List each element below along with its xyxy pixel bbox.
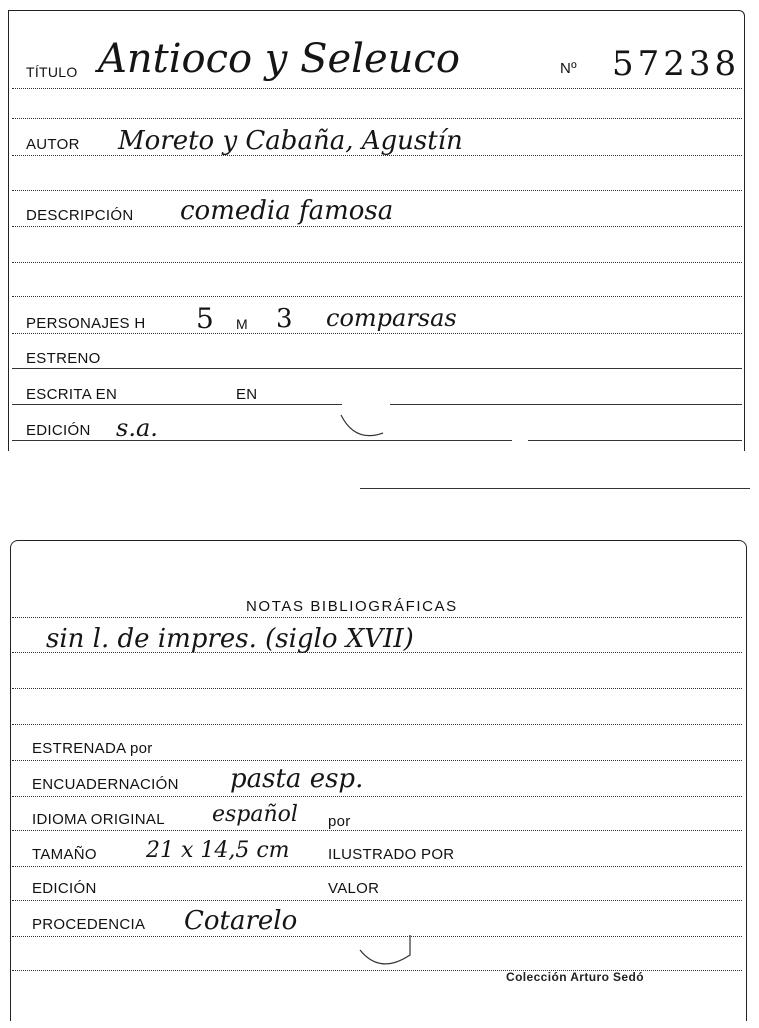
estreno-label: ESTRENO xyxy=(26,350,101,367)
idioma-value: español xyxy=(212,802,298,827)
titulo-value: Antioco y Seleuco xyxy=(98,36,460,82)
rule-line xyxy=(12,226,742,227)
personajes-h-value: 5 xyxy=(196,302,214,335)
rule-line xyxy=(12,830,742,831)
rule-line xyxy=(12,333,742,334)
rule-line xyxy=(12,190,742,191)
rule-line xyxy=(12,617,742,618)
notas-value: sin l. de impres. (siglo XVII) xyxy=(46,624,414,654)
rule-line xyxy=(360,488,750,489)
rule-line xyxy=(528,440,742,441)
notas-title: NOTAS BIBLIOGRÁFICAS xyxy=(246,598,458,615)
rule-line xyxy=(12,262,742,263)
estrenada-label: ESTRENADA por xyxy=(32,740,153,757)
rule-line xyxy=(12,88,742,89)
escrita-label: ESCRITA EN xyxy=(26,386,118,403)
tamano-value: 21 x 14,5 cm xyxy=(146,838,290,863)
number-value: 57238 xyxy=(612,44,741,84)
idioma-por-label: por xyxy=(328,813,351,830)
rule-line xyxy=(12,440,512,441)
rule-line xyxy=(12,796,742,797)
rule-line xyxy=(12,296,742,297)
descripcion-value: comedia famosa xyxy=(180,196,394,226)
titulo-label: TÍTULO xyxy=(26,64,78,80)
rule-line xyxy=(12,866,742,867)
descripcion-label: DESCRIPCIÓN xyxy=(26,207,134,224)
number-label: Nº xyxy=(560,60,577,77)
punch-hole-mark xyxy=(335,395,395,445)
escrita-en-label: EN xyxy=(236,386,258,403)
rule-line xyxy=(12,688,742,689)
valor-label: VALOR xyxy=(328,880,380,897)
rule-line xyxy=(12,404,342,405)
collection-credit: Colección Arturo Sedó xyxy=(506,970,644,984)
tamano-label: TAMAÑO xyxy=(32,846,97,863)
rule-line xyxy=(12,724,742,725)
encuadernacion-label: ENCUADERNACIÓN xyxy=(32,776,179,793)
edicion-label: EDICIÓN xyxy=(26,422,91,439)
punch-hole-mark xyxy=(350,925,420,975)
procedencia-label: PROCEDENCIA xyxy=(32,916,146,933)
rule-line xyxy=(12,368,742,369)
rule-line xyxy=(12,760,742,761)
encuadernacion-value: pasta esp. xyxy=(230,764,364,794)
edicion-bottom-label: EDICIÓN xyxy=(32,880,97,897)
personajes-label: PERSONAJES H xyxy=(26,315,146,332)
personajes-extra: comparsas xyxy=(326,304,457,332)
autor-label: AUTOR xyxy=(26,136,80,153)
procedencia-value: Cotarelo xyxy=(184,906,298,936)
ilustrado-label: ILUSTRADO POR xyxy=(328,846,455,863)
personajes-m-label: M xyxy=(236,316,248,332)
autor-value: Moreto y Cabaña, Agustín xyxy=(118,126,463,156)
rule-line xyxy=(12,118,742,119)
idioma-label: IDIOMA ORIGINAL xyxy=(32,811,165,828)
rule-line xyxy=(12,900,742,901)
edicion-value: s.a. xyxy=(116,414,158,442)
personajes-m-value: 3 xyxy=(276,304,293,334)
rule-line xyxy=(390,404,742,405)
